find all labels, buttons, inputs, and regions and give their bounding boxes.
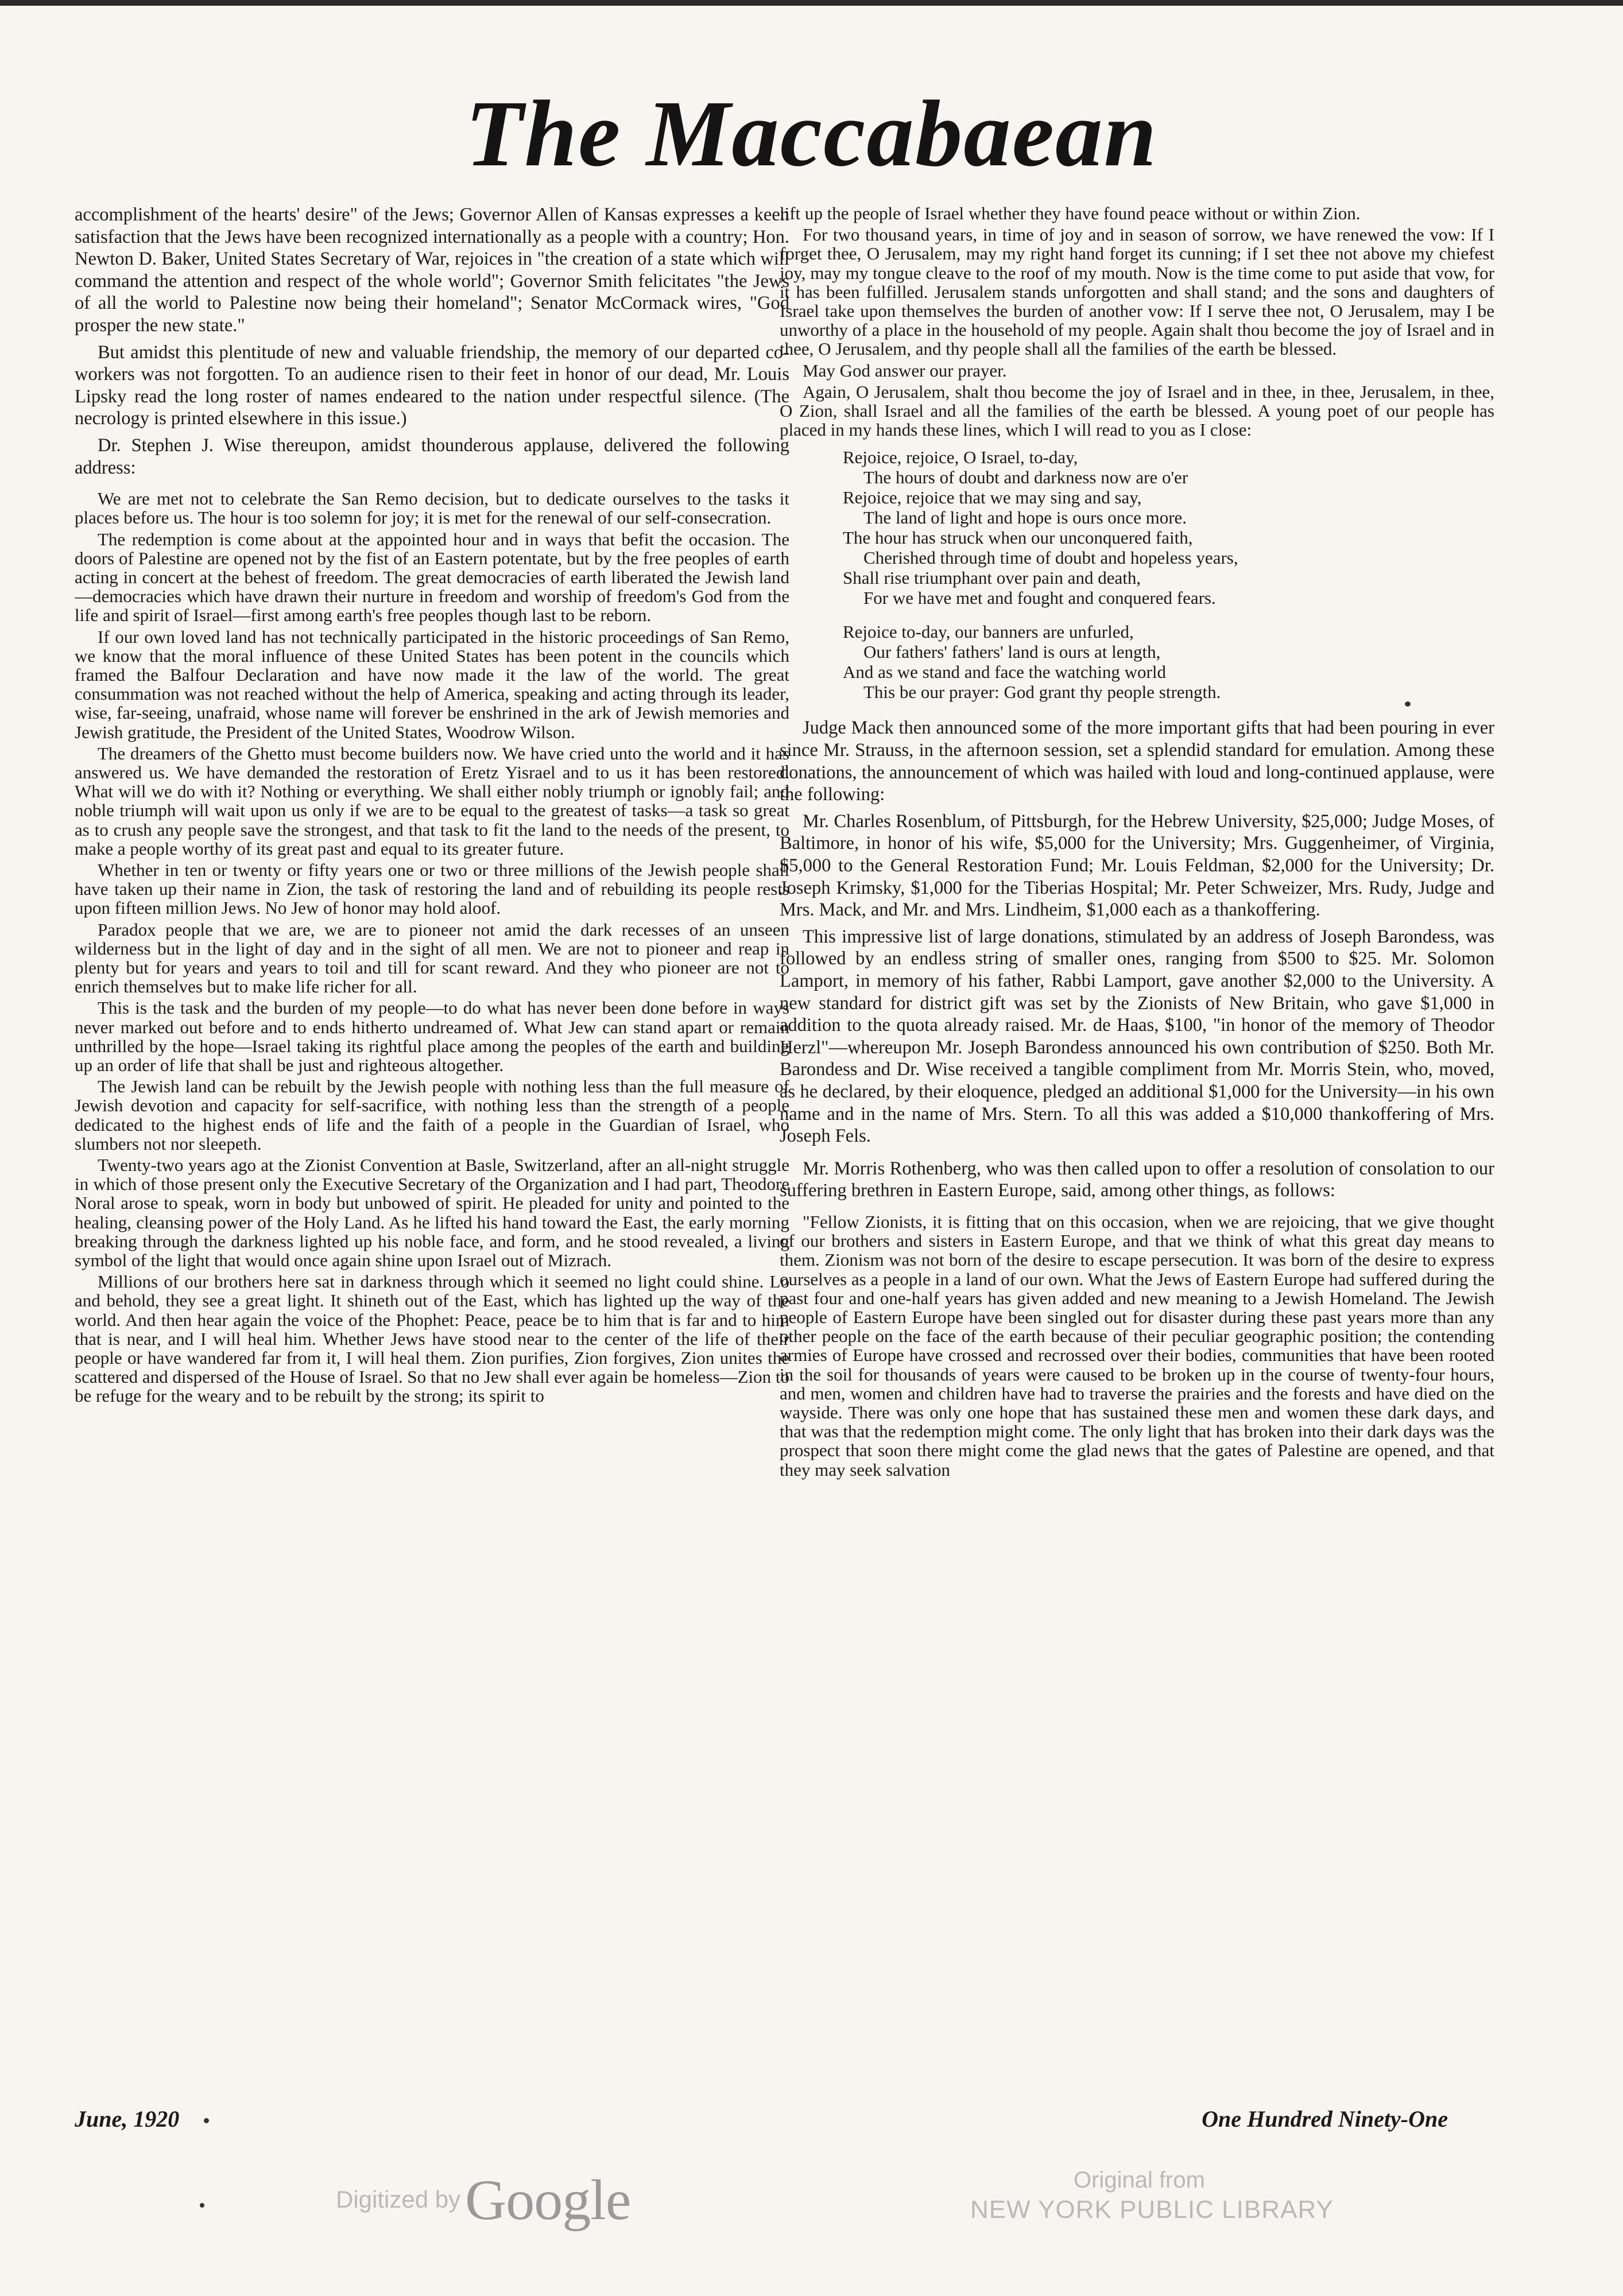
poem-line: Shall rise triumphant over pain and death, <box>843 568 1141 588</box>
print-speck <box>204 2118 209 2123</box>
paragraph: This impressive list of large donations, stimulated by an address of Joseph Barondess, was followed by an endless string of smaller ones, ranging from $500 to $25. Mr. Solomon Lamport, in memory of his father, Rabbi Lamport, gave another $2,000 to the University. A new standard for district gift was set by the Zionists of New Britain, who gave $1,000 in addition to the quota already raised. Mr. de Haas, $100, "in honor of the memory of Theodor Herzl"—whereupon Mr. Joseph Barondess announced his own contribution of $250. Both Mr. Barondess and Dr. Wise received a tangible compliment from Mr. Morris Stein, who, moved, as he declared, by their eloquence, pledged an additional $1,000 for the University—in his own name and in the name of Mrs. Stern. To all this was added a $10,000 thankoffering of Mrs. Joseph Fels. <box>780 926 1494 1147</box>
paragraph: Judge Mack then announced some of the more important gifts that had been pouring in ever since Mr. Strauss, in the afternoon session, set a splendid standard for emulation. Among these donations, the announcement of which was hailed with loud and long-continued applause, were the following: <box>780 718 1494 805</box>
poem-line: The hours of doubt and darkness now are o'er <box>863 467 1188 488</box>
poem-stanza-2 <box>843 622 1494 702</box>
right-column-bottom <box>780 717 1494 1479</box>
library-label: NEW YORK PUBLIC LIBRARY <box>970 2196 1334 2224</box>
poem-line: Rejoice, rejoice, O Israel, to-day, <box>843 447 1078 468</box>
paragraph: Whether in ten or twenty or fifty years one or two or three millions of the Jewish people shall have taken up their name in Zion, the task of restoring the land and of rebuilding its people rests upon fifteen million Jews. No Jew of honor may hold aloof. <box>75 859 789 918</box>
poem-line: Our fathers' fathers' land is ours at length, <box>863 642 1161 662</box>
paragraph: The redemption is come about at the appointed hour and in ways that befit the occasion. The doors of Palestine are opened not by the fist of an Eastern potentate, but by the free peoples of earth acting in concert at the behest of freedom. The great democracies of earth liberated the Jewish land—democracies which have drawn their nurture in freedom and worship of freedom's God from the life and spirit of Israel—first among earth's free peoples though last to be reborn. <box>75 529 789 626</box>
paragraph: We are met not to celebrate the San Remo decision, but to dedicate ourselves to the tasks it places before us. The hour is too solemn for joy; it is met for the renewal of our self-consecration. <box>75 488 789 528</box>
paragraph: Millions of our brothers here sat in darkness through which it seemed no light could shine. Lo and behold, they see a great light. It shineth out of the East, which has lighted up the way of the world. And then hear again the voice of the Phophet: Peace, peace be to him that is far and to him that is near, and I will heal him. Whether Jews have stood near to the center of the life of their people or have wandered far from it, I will heal them. Zion purifies, Zion forgives, Zion unites the scattered and dispersed of the House of Israel. So that no Jew shall ever again be homeless—Zion to be refuge for the weary and to be rebuilt by the strong; its spirit to <box>75 1271 789 1406</box>
poem-line: This be our prayer: God grant thy people strength. <box>863 682 1221 703</box>
issue-date: June, 1920 <box>75 2106 180 2132</box>
poem-line: For we have met and fought and conquered fears. <box>863 588 1216 608</box>
left-column <box>75 204 789 2115</box>
paragraph: Dr. Stephen J. Wise thereupon, amidst thounderous applause, delivered the following address: <box>75 435 789 478</box>
paragraph: This is the task and the burden of my people—to do what has never been done before in ways never marked out before and to ends hitherto undreamed of. What Jew can stand apart or remain unthrilled by the hope—Israel taking its rightful place among the peoples of the earth and building up an order of life that shall be just and righteous altogether. <box>75 998 789 1076</box>
paragraph: But amidst this plentitude of new and valuable friendship, the memory of our departed co-workers was not forgotten. To an audience risen to their feet in honor of our dead, Mr. Louis Lipsky read the long roster of names endeared to the nation under respectful silence. (The necrology is printed elsewhere in this issue.) <box>75 342 789 429</box>
print-speck <box>200 2203 204 2208</box>
paragraph: lift up the people of Israel whether they have found peace without or within Zion. <box>780 204 1361 223</box>
paragraph: Mr. Charles Rosenblum, of Pittsburgh, for the Hebrew University, $25,000; Judge Moses, of Baltimore, in honor of his wife, $5,000 for the University; Mrs. Guggenheimer, of Virginia, $5,000 to the General Restoration Fund; Mr. Louis Feldman, $2,000 for the University; Dr. Joseph Krimsky, $1,000 for the Tiberias Hospital; Mr. Peter Schweizer, Mrs. Rudy, Judge and Mrs. Mack, and Mr. and Mrs. Lindheim, $1,000 each as a thankoffering. <box>780 810 1494 921</box>
page-number: One Hundred Ninety-One <box>1202 2106 1448 2132</box>
poem-line: The hour has struck when our unconquered faith, <box>843 528 1193 548</box>
paragraph: The Jewish land can be rebuilt by the Jewish people with nothing less than the full measure of Jewish devotion and capacity for self-sacrifice, with nothing less than the strength of a people dedicated to the highest ends of life and the faith of a people in the Guardian of Israel, who slumbers not nor sleepeth. <box>75 1076 789 1154</box>
paragraph: The dreamers of the Ghetto must become builders now. We have cried unto the world and it has answered us. We have demanded the restoration of Eretz Yisrael and to us it has been restored. What will we do with it? Nothing or everything. We shall either nobly triumph or ignobly fail; and noble triumph will wait upon us only if we are to be equal to the greatest of tasks—a task so great as to crush any people save the strongest, and that task to fit the land to the needs of the present, to make a people worthy of its great past and equal to its greater future. <box>75 743 789 859</box>
paragraph: accomplishment of the hearts' desire" of the Jews; Governor Allen of Kansas expresses a keen satisfaction that the Jews have been recognized internationally as a people with a country; Hon. Newton D. Baker, United States Secretary of War, rejoices in "the creation of a state which will command the attention and respect of the whole world"; Governor Smith felicitates "the Jews of all the world to Palestine now being their homeland"; Senator McCormack wires, "God prosper the new state." <box>75 204 789 336</box>
right-column-top <box>780 204 1494 439</box>
paragraph: May God answer our prayer. <box>803 360 1007 381</box>
poem-line: The land of light and hope is ours once more. <box>863 507 1187 528</box>
paragraph: For two thousand years, in time of joy and in season of sorrow, we have renewed the vow: If I forget thee, O Jerusalem, may my right hand forget its cunning; if I set thee not above my chiefest joy, may my tongue cleave to the roof of my mouth. Now is the time come to put aside that vow, for it has been fulfilled. Jerusalem stands unforgotten and shall stand; and the sons and daughters of Israel take upon themselves the burden of another vow: If I serve thee not, O Jerusalem, may I be unworthy of a place in the household of my people. Again shalt thou become the joy of Israel and in thee, O Jerusalem, and thy people shall all the families of the earth be blessed. <box>780 224 1494 359</box>
google-logo: Google <box>465 2168 631 2232</box>
poem-stanza-1 <box>843 447 1494 608</box>
poem-line: And as we stand and face the watching world <box>843 662 1166 682</box>
paragraph: Twenty-two years ago at the Zionist Convention at Basle, Switzerland, after an all-night struggle in which of those present only the Executive Secretary of the Organization and I had part, Theodore Noral arose to speak, worn in body but unbowed of spirit. He pleaded for unity and pointed to the healing, cleansing power of the Holy Land. As he lifted his hand toward the East, the early morning breaking through the darkness lighted up his noble face, and form, and he stood revealed, a living symbol of the light that would once again shine upon Israel out of Mizrach. <box>75 1155 789 1271</box>
poem <box>843 447 1494 702</box>
top-rule <box>0 0 1623 6</box>
right-column <box>780 204 1494 2115</box>
digitized-by-label: Digitized by <box>336 2186 461 2213</box>
original-from-label: Original from <box>1074 2167 1205 2193</box>
paragraph: Paradox people that we are, we are to pioneer not amid the dark recesses of an unseen wilderness but in the light of day and in the sight of all men. We are not to pioneer and reap in plenty but for years and years to toil and till for scant reward. And they who pioneer are not to enrich themselves but to make life richer for all. <box>75 919 789 997</box>
poem-line: Cherished through time of doubt and hopeless years, <box>863 548 1238 568</box>
print-speck <box>1405 701 1411 707</box>
paragraph: "Fellow Zionists, it is fitting that on this occasion, when we are rejoicing, that we give thought of our brothers and sisters in Eastern Europe, and that we think of what this great day means to them. Zionism was not born of the desire to escape persecution. It was born of the desire to express ourselves as a people in a land of our own. What the Jews of Eastern Europe had suffered during the past four and one-half years has given added and new meaning to a Jewish Homeland. The Jewish people of Eastern Europe have been singled out for disaster during these past years more than any other people on the face of the earth because of their peculiar geographic position; the contending armies of Europe have crossed and recrossed over their bodies, communities that have been rooted in the soil for thousands of years were caused to be broken up in the course of twenty-four hours, and men, women and children have had to traverse the prairies and the forests and have died on the wayside. There was only one hope that has sustained these men and women these dark days, and that was that the redemption might come. The only light that has broken into their dark days was the prospect that soon there might come the glad news that the gates of Palestine are opened, and that they may seek salvation <box>780 1211 1494 1480</box>
paragraph: Again, O Jerusalem, shalt thou become the joy of Israel and in thee, in thee, Jerusalem, in thee, O Zion, shall Israel and all the families of the earth be blessed. A young poet of our people has placed in my hands these lines, which I will read to you as I close: <box>780 381 1494 440</box>
poem-line: Rejoice, rejoice that we may sing and say, <box>843 487 1142 508</box>
paragraph: Mr. Morris Rothenberg, who was then called upon to offer a resolution of consolation to our suffering brethren in Eastern Europe, said, among other things, as follows: <box>780 1158 1494 1201</box>
paragraph: If our own loved land has not technically participated in the historic proceedings of San Remo, we know that the moral influence of these United States has been potent in the councils which framed the Balfour Declaration and have now made it the law of the world. The great consummation was not reached without the help of America, speaking and acting through its leader, wise, far-seeing, unafraid, whose name will forever be enshrined in the ark of Jewish memories and Jewish gratitude, the President of the United States, Woodrow Wilson. <box>75 626 789 742</box>
masthead-title: The Maccabaean <box>465 81 1158 186</box>
poem-line: Rejoice to-day, our banners are unfurled, <box>843 622 1134 642</box>
